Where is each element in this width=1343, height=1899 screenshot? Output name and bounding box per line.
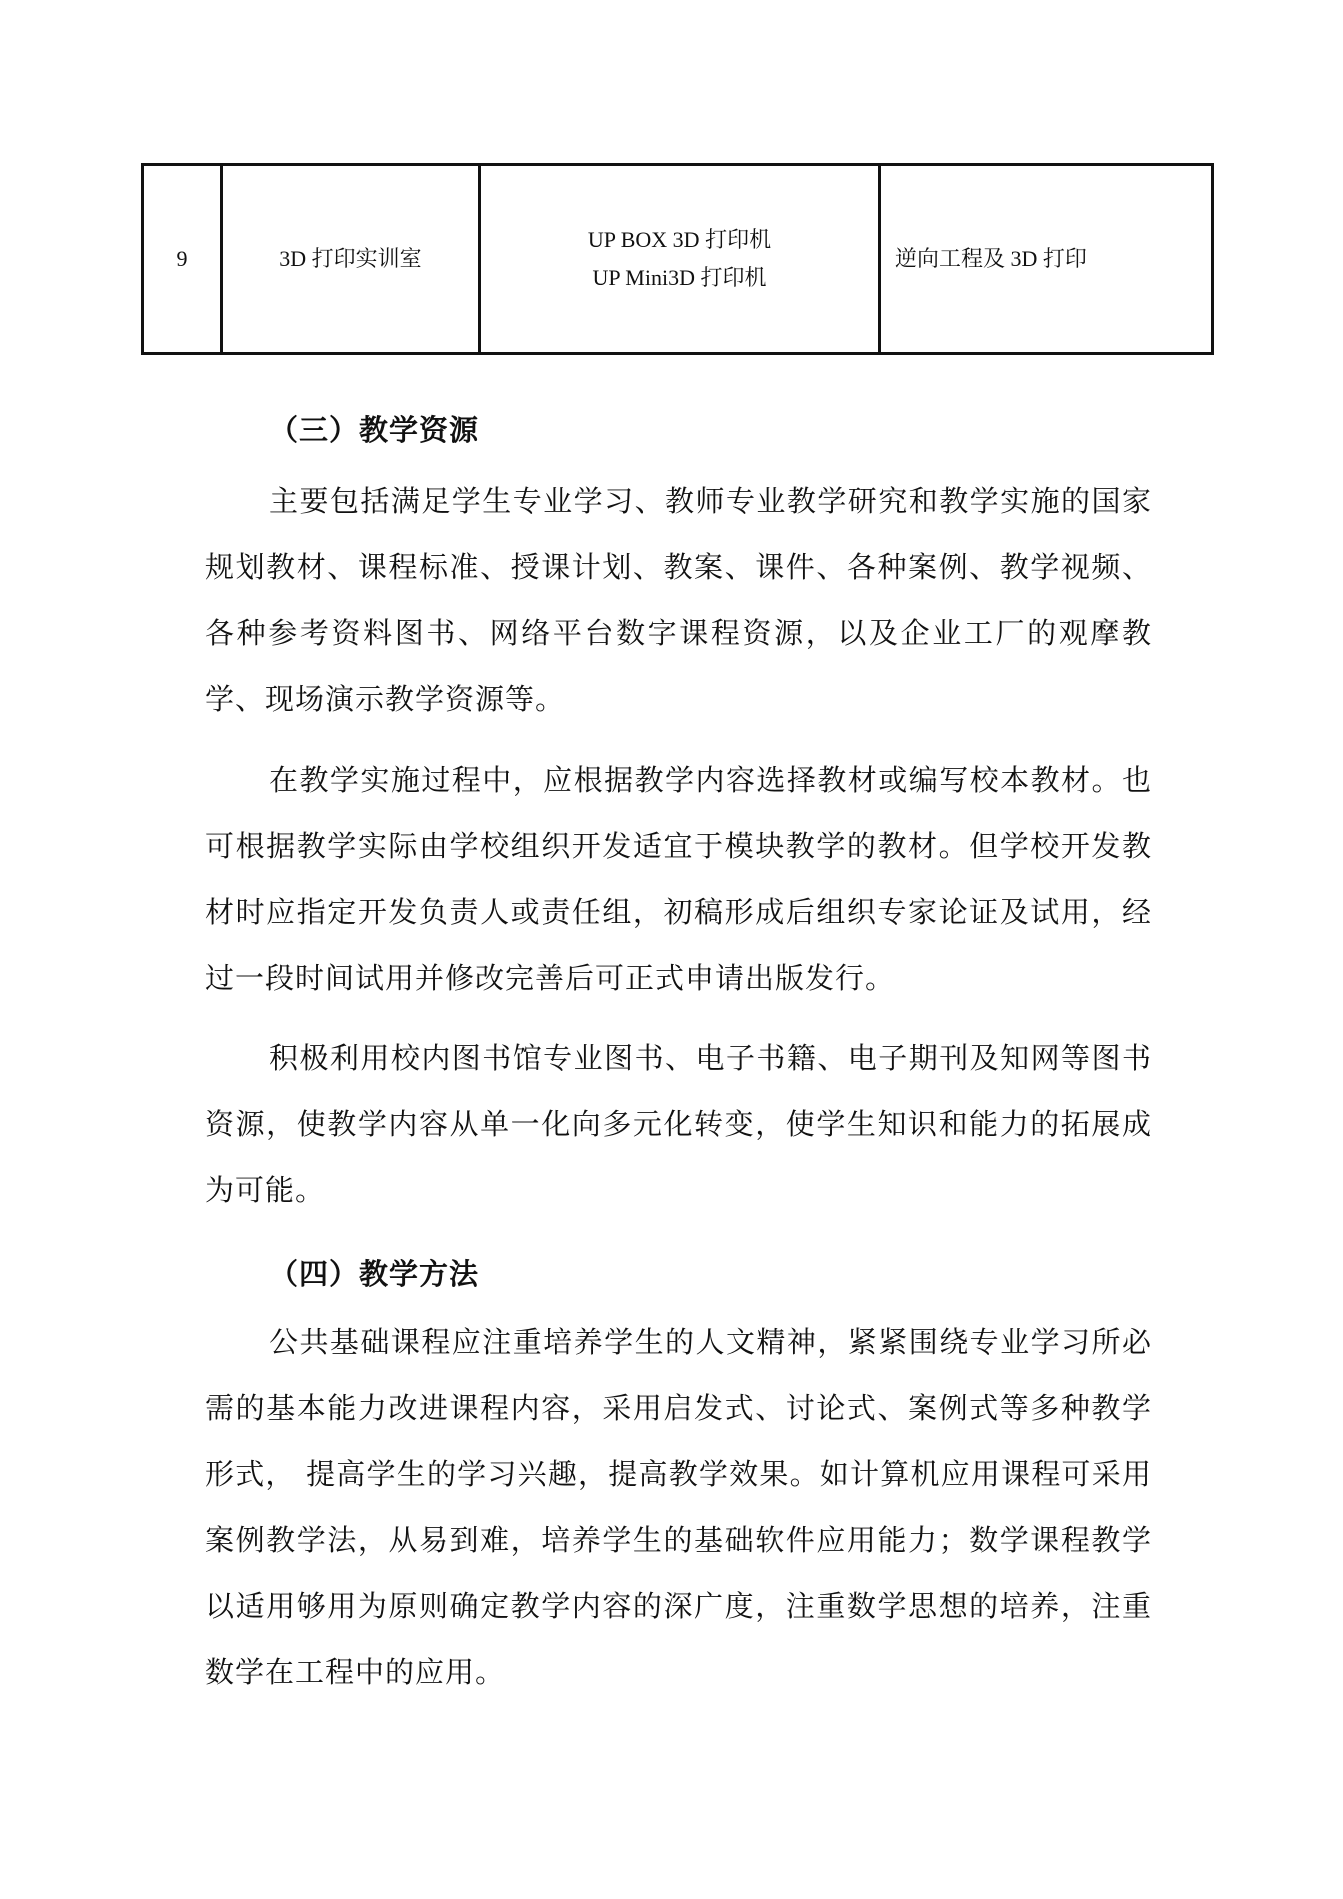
section-heading-resources: （三）教学资源 (269, 413, 480, 447)
paragraph: 公共基础课程应注重培养学生的人文精神，紧紧围绕专业学习所必需的基本能力改进课程内容，采用启发式、讨论式、案例式等多种教学形式， 提高学生的学习兴趣，提高教学效果。如计算机应用课程可采用案例教学法，从易到难，培养学生的基础软件应用能力；数学课程教学以适用够用为原则确定教学内容的深广度，注重数学思想的培养，注重数学在工程中的应用。 (205, 1325, 1152, 1689)
equipment-table (141, 163, 1214, 355)
equipment-line: UP BOX 3D 打印机 (587, 227, 772, 252)
paragraph: 主要包括满足学生专业学习、教师专业教学研究和教学实施的国家规划教材、课程标准、授课计划、教案、课件、各种案例、教学视频、各种参考资料图书、网络平台数字课程资源，以及企业工厂的观摩教学、现场演示教学资源等。 (205, 484, 1152, 716)
cell-number: 9 (143, 165, 222, 354)
cell-task: 逆向工程及 3D 打印 (880, 165, 1213, 354)
table-row (143, 165, 1213, 354)
section-heading-methods: （四）教学方法 (269, 1257, 480, 1291)
cell-room: 3D 打印实训室 (222, 165, 480, 354)
paragraph: 积极利用校内图书馆专业图书、电子书籍、电子期刊及知网等图书资源，使教学内容从单一化向多元化转变，使学生知识和能力的拓展成为可能。 (205, 1041, 1152, 1207)
cell-equipment (480, 165, 880, 354)
paragraph: 在教学实施过程中，应根据教学内容选择教材或编写校本教材。也可根据教学实际由学校组织开发适宜于模块教学的教材。但学校开发教材时应指定开发负责人或责任组，初稿形成后组织专家论证及试用，经过一段时间试用并修改完善后可正式申请出版发行。 (205, 763, 1152, 995)
equipment-line: UP Mini3D 打印机 (592, 265, 767, 290)
